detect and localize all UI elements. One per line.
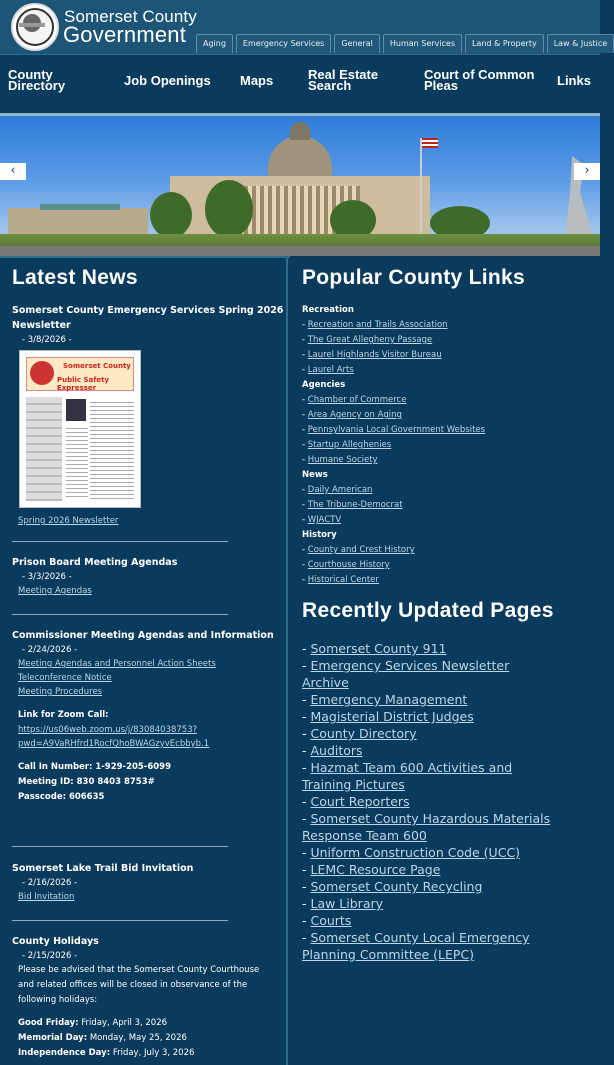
list-item: - Somerset County Local Emergency Planning Committee (LEPC) bbox=[302, 930, 530, 962]
news-item bbox=[12, 861, 284, 904]
list-item: - Pennsylvania Local Government Websites bbox=[302, 425, 486, 435]
updated-page-link[interactable]: County Directory bbox=[310, 726, 417, 741]
list-item: - County and Crest History bbox=[302, 545, 415, 555]
link-line1: Somerset County Hazardous Materials bbox=[310, 811, 551, 826]
link-line1: Somerset County Local Emergency bbox=[310, 930, 530, 945]
link-line1: Emergency Services Newsletter bbox=[310, 658, 510, 673]
nav-label-line1: Links bbox=[557, 73, 591, 88]
nav-label-line1: Real Estate bbox=[308, 67, 379, 82]
updated-page-link[interactable]: Courts bbox=[310, 913, 352, 928]
popular-link[interactable]: Startup Alleghenies bbox=[307, 440, 392, 450]
list-item: - Courts bbox=[302, 913, 352, 928]
news-divider bbox=[12, 541, 228, 542]
category-agencies: Agencies bbox=[302, 380, 346, 390]
county-seal-logo[interactable] bbox=[11, 3, 59, 51]
list-item: - Somerset County Recycling bbox=[302, 879, 483, 894]
list-item: - Historical Center bbox=[302, 575, 379, 585]
holiday-name: Independence Day: bbox=[18, 1048, 111, 1058]
list-item: - Emergency Services Newsletter Archive bbox=[302, 658, 510, 690]
nav-label-line1: Maps bbox=[240, 73, 274, 88]
news-body-line: following holidays: bbox=[18, 995, 98, 1005]
news-link[interactable]: Spring 2026 Newsletter bbox=[18, 516, 119, 526]
category-history: History bbox=[302, 530, 337, 540]
news-link[interactable]: Teleconference Notice bbox=[18, 673, 112, 683]
updated-page-link[interactable] bbox=[302, 930, 530, 962]
list-item: - Laurel Arts bbox=[302, 365, 354, 375]
slideshow-prev-button[interactable]: ‹ bbox=[0, 163, 26, 180]
nav-links[interactable] bbox=[557, 75, 591, 86]
nav-label-line1: Court of Common bbox=[424, 67, 535, 82]
updated-page-link[interactable]: Emergency Management bbox=[310, 692, 468, 707]
courthouse-dome bbox=[268, 136, 332, 176]
call-in-number: Call In Number: 1-929-205-6099 bbox=[18, 762, 171, 772]
link-line2: Archive bbox=[302, 675, 349, 690]
tab-law-justice[interactable]: Law & Justice bbox=[547, 34, 614, 53]
list-item: - County Directory bbox=[302, 726, 417, 741]
news-link[interactable]: Meeting Agendas bbox=[18, 586, 92, 596]
popular-links-heading: Popular County Links bbox=[302, 266, 526, 289]
list-item: - Courthouse History bbox=[302, 560, 390, 570]
recently-updated-list bbox=[302, 640, 594, 963]
popular-link[interactable]: County and Crest History bbox=[307, 545, 415, 555]
main-nav bbox=[0, 54, 600, 114]
tab-general[interactable]: General bbox=[334, 34, 380, 53]
us-flag bbox=[422, 138, 438, 148]
link-line1: Hazmat Team 600 Activities and bbox=[310, 760, 513, 775]
list-item: - Laurel Highlands Visitor Bureau bbox=[302, 350, 442, 360]
slideshow-next-button[interactable]: › bbox=[574, 163, 600, 180]
list-item: - Uniform Construction Code (UCC) bbox=[302, 845, 521, 860]
brand-line-2[interactable]: Government bbox=[63, 22, 187, 47]
updated-page-link[interactable]: Law Library bbox=[310, 896, 384, 911]
list-item: - Chamber of Commerce bbox=[302, 395, 407, 405]
news-body-line: Please be advised that the Somerset County Courthouse bbox=[18, 965, 260, 975]
updated-page-link[interactable]: Somerset County Recycling bbox=[310, 879, 483, 894]
thumbnail-title-1: Somerset County bbox=[63, 362, 131, 370]
popular-link[interactable]: The Great Allegheny Passage bbox=[307, 335, 433, 345]
nav-county-directory[interactable] bbox=[8, 69, 65, 91]
updated-page-link[interactable]: Auditors bbox=[310, 743, 363, 758]
popular-link[interactable]: WJACTV bbox=[307, 515, 342, 525]
news-divider bbox=[12, 920, 228, 921]
news-link[interactable]: Bid Invitation bbox=[18, 892, 75, 902]
news-title: Prison Board Meeting Agendas bbox=[12, 557, 178, 568]
popular-link[interactable]: The Tribune-Democrat bbox=[307, 500, 403, 510]
list-item: - Area Agency on Aging bbox=[302, 410, 402, 420]
list-item: - Somerset County 911 bbox=[302, 641, 447, 656]
popular-link[interactable]: Daily American bbox=[307, 485, 373, 495]
holiday-name: Good Friday: bbox=[18, 1018, 79, 1028]
popular-link[interactable]: Laurel Highlands Visitor Bureau bbox=[307, 350, 442, 360]
news-date: - 2/24/2026 - bbox=[22, 645, 78, 655]
holiday-date: Monday, May 25, 2026 bbox=[89, 1033, 187, 1043]
holiday-row bbox=[18, 1016, 288, 1031]
flag-pole bbox=[420, 138, 422, 238]
news-date: - 2/15/2026 - bbox=[22, 951, 78, 961]
list-item: - WJACTV bbox=[302, 515, 342, 525]
news-divider bbox=[12, 846, 228, 847]
news-title: County Holidays bbox=[12, 936, 99, 947]
thumbnail-text-lines bbox=[66, 425, 88, 499]
news-date: - 3/3/2026 - bbox=[22, 572, 72, 582]
holiday-name: Memorial Day: bbox=[18, 1033, 88, 1043]
meeting-id: Meeting ID: 830 8403 8753# bbox=[18, 777, 155, 787]
updated-page-link[interactable]: LEMC Resource Page bbox=[310, 862, 441, 877]
nav-label-line1: County bbox=[8, 67, 53, 82]
tree bbox=[150, 192, 192, 238]
thumbnail-sidebar bbox=[26, 397, 62, 501]
list-item: - Law Library bbox=[302, 896, 384, 911]
recently-updated-heading: Recently Updated Pages bbox=[302, 599, 554, 622]
list-item: - Magisterial District Judges bbox=[302, 709, 474, 724]
list-item: - Recreation and Trails Association bbox=[302, 320, 448, 330]
news-date: - 3/8/2026 - bbox=[22, 335, 72, 345]
site-header bbox=[0, 0, 608, 54]
list-item: - Daily American bbox=[302, 485, 373, 495]
category-news: News bbox=[302, 470, 328, 480]
zoom-link[interactable] bbox=[18, 723, 288, 751]
list-item: - Somerset County Hazardous Materials Response Team 600 bbox=[302, 811, 551, 843]
thumbnail-photo bbox=[66, 399, 86, 421]
updated-page-link[interactable]: Magisterial District Judges bbox=[310, 709, 474, 724]
nav-maps[interactable] bbox=[240, 75, 273, 86]
tree bbox=[205, 180, 253, 238]
nav-label-line2: Search bbox=[308, 78, 352, 93]
updated-page-link[interactable]: Uniform Construction Code (UCC) bbox=[310, 845, 521, 860]
popular-link[interactable]: Laurel Arts bbox=[307, 365, 354, 375]
category-tabs bbox=[196, 34, 614, 53]
tab-land-property[interactable]: Land & Property bbox=[465, 34, 544, 53]
updated-page-link[interactable] bbox=[302, 760, 512, 792]
nav-court-of-common-pleas[interactable] bbox=[424, 69, 534, 91]
thumbnail-title-2: Public Safety Expresser bbox=[57, 376, 109, 392]
news-title: Commissioner Meeting Agendas and Information bbox=[12, 630, 274, 641]
updated-page-link[interactable] bbox=[302, 811, 550, 843]
nav-label-line2: Directory bbox=[8, 78, 66, 93]
popular-link[interactable]: Historical Center bbox=[307, 575, 379, 585]
tab-aging[interactable]: Aging bbox=[196, 34, 233, 53]
news-item bbox=[12, 628, 288, 805]
courthouse-cupola bbox=[290, 122, 310, 140]
popular-link[interactable]: Recreation and Trails Association bbox=[307, 320, 448, 330]
list-item: - Startup Alleghenies bbox=[302, 440, 392, 450]
thumbnail-logo bbox=[30, 361, 54, 385]
popular-link[interactable]: Pennsylvania Local Government Websites bbox=[307, 425, 486, 435]
link-line2: Response Team 600 bbox=[302, 828, 427, 843]
road bbox=[0, 246, 600, 256]
tab-emergency-services[interactable]: Emergency Services bbox=[236, 34, 331, 53]
holiday-row bbox=[18, 1031, 288, 1046]
zoom-label: Link for Zoom Call: bbox=[18, 710, 109, 720]
news-title: Somerset County Emergency Services Spring 2026 Newsletter bbox=[12, 305, 284, 331]
zoom-url-line1: https://us06web.zoom.us/j/83084038753? bbox=[18, 725, 198, 735]
news-title: Somerset Lake Trail Bid Invitation bbox=[12, 863, 194, 874]
passcode: Passcode: 606635 bbox=[18, 792, 105, 802]
thumbnail-text-lines bbox=[90, 399, 134, 499]
holiday-date: Friday, April 3, 2026 bbox=[81, 1018, 168, 1028]
list-item: - Court Reporters bbox=[302, 794, 410, 809]
popular-link[interactable]: Area Agency on Aging bbox=[307, 410, 402, 420]
holiday-row bbox=[18, 1046, 288, 1061]
zoom-url-line2: pwd=A9VaRHfrd1RocfQhoBWAGzyvEcbbyb.1 bbox=[18, 739, 210, 749]
news-item bbox=[12, 934, 288, 1061]
newsletter-thumbnail[interactable] bbox=[19, 350, 141, 508]
list-item: - The Great Allegheny Passage bbox=[302, 335, 433, 345]
link-line2: Planning Committee (LEPC) bbox=[302, 947, 475, 962]
nav-real-estate-search[interactable] bbox=[308, 69, 378, 91]
list-item: - Auditors bbox=[302, 743, 363, 758]
left-building-roof bbox=[40, 204, 120, 210]
thumbnail-header bbox=[26, 357, 134, 391]
holiday-list bbox=[18, 1016, 288, 1061]
news-date: - 2/16/2026 - bbox=[22, 878, 78, 888]
popular-link[interactable]: Chamber of Commerce bbox=[307, 395, 407, 405]
seal-band bbox=[19, 23, 45, 27]
updated-page-link[interactable]: Court Reporters bbox=[310, 794, 410, 809]
popular-link[interactable]: Courthouse History bbox=[307, 560, 390, 570]
popular-links-list bbox=[302, 303, 592, 588]
popular-link[interactable]: Humane Society bbox=[307, 455, 378, 465]
list-item: - Humane Society bbox=[302, 455, 378, 465]
news-body-line: and related offices will be closed in observance of the bbox=[18, 980, 248, 990]
tab-human-services[interactable]: Human Services bbox=[383, 34, 462, 53]
list-item: - LEMC Resource Page bbox=[302, 862, 441, 877]
latest-news-heading: Latest News bbox=[12, 266, 138, 289]
news-item bbox=[12, 303, 284, 347]
news-link[interactable]: Meeting Agendas and Personnel Action Sheets bbox=[18, 659, 216, 669]
list-item: - The Tribune-Democrat bbox=[302, 500, 403, 510]
brand-line-1[interactable]: Somerset County bbox=[64, 7, 197, 26]
news-link[interactable]: Meeting Procedures bbox=[18, 687, 103, 697]
list-item: - Emergency Management bbox=[302, 692, 468, 707]
news-divider bbox=[12, 614, 228, 615]
news-item bbox=[12, 555, 284, 598]
category-recreation: Recreation bbox=[302, 305, 354, 315]
right-column bbox=[290, 256, 600, 1065]
nav-label-line1: Job Openings bbox=[124, 73, 211, 88]
nav-label-line2: Pleas bbox=[424, 78, 458, 93]
holiday-date: Friday, July 3, 2026 bbox=[112, 1048, 195, 1058]
updated-page-link[interactable] bbox=[302, 658, 509, 690]
nav-job-openings[interactable] bbox=[124, 75, 211, 86]
link-line2: Training Pictures bbox=[302, 777, 405, 792]
hero-slideshow-image bbox=[0, 116, 600, 256]
list-item: - Hazmat Team 600 Activities and Training Pictures bbox=[302, 760, 513, 792]
updated-page-link[interactable]: Somerset County 911 bbox=[310, 641, 447, 656]
